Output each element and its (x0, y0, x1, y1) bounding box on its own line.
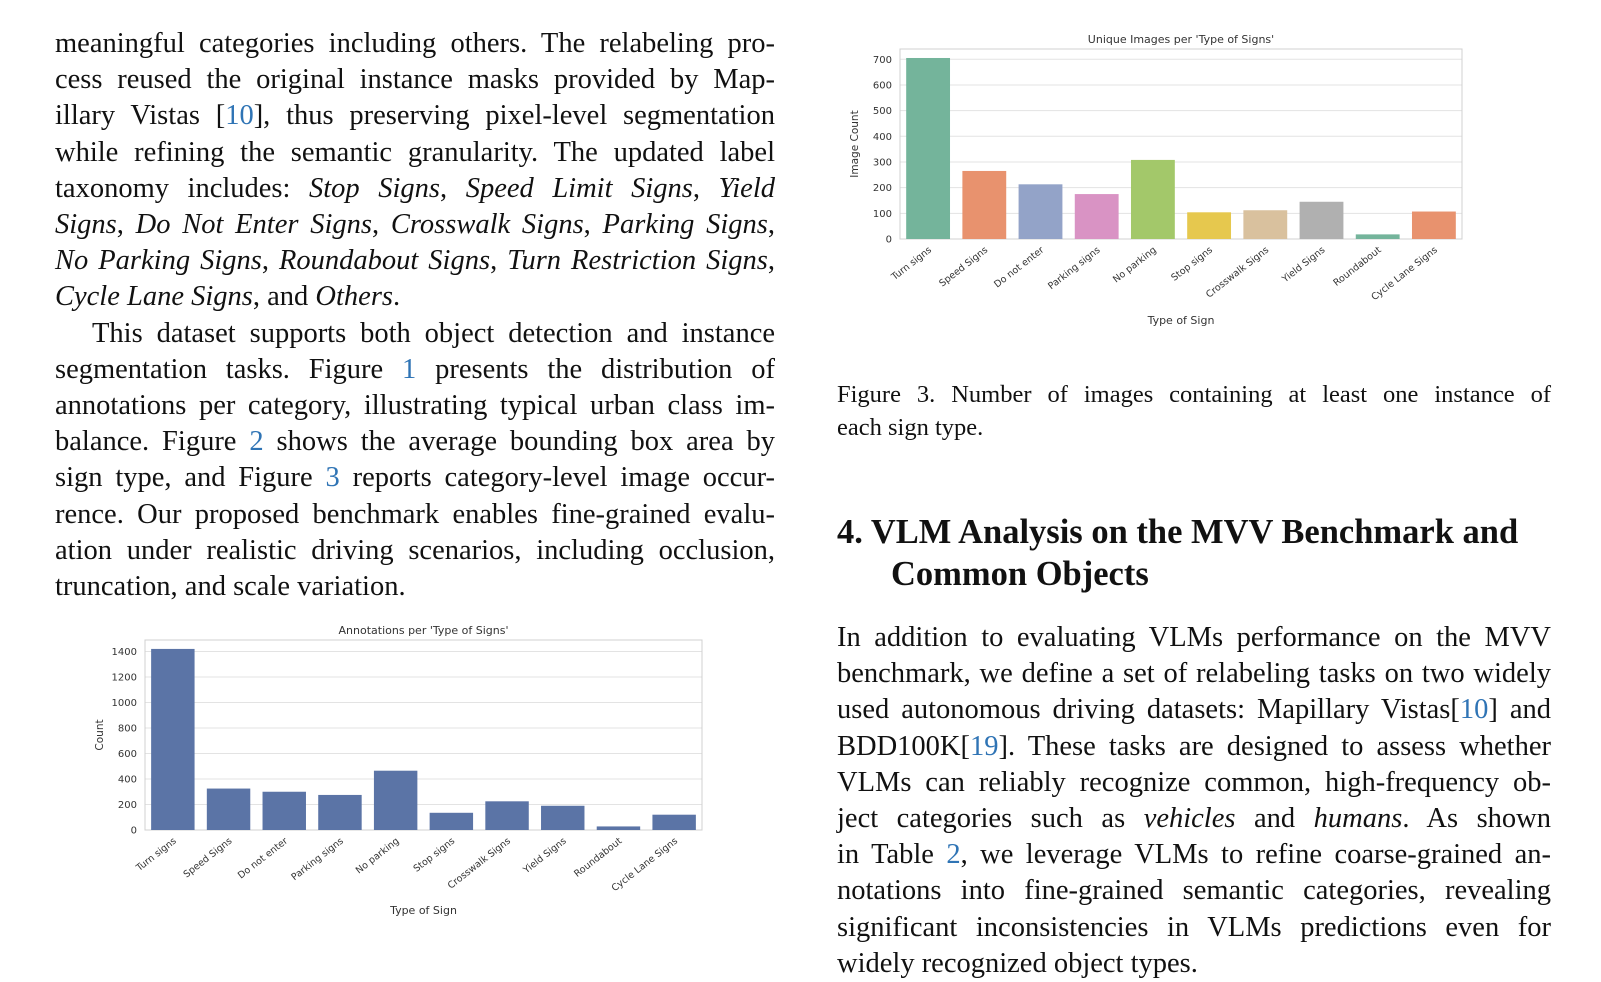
text-line: VLMs can reliably recognize common, high-frequency ob- (837, 766, 1551, 798)
text-line: truncation, and scale variation. (55, 571, 406, 603)
x-axis-label: Type of Sign (390, 904, 457, 917)
text-run: , we leverage VLMs to refine coarse-grained an- (960, 839, 1551, 871)
bar (906, 58, 950, 239)
text-run: illary Vistas [ (55, 100, 226, 132)
y-tick-label: 100 (872, 208, 892, 220)
text-run: reports category-level image occur- (339, 462, 775, 494)
x-axis-label: Type of Sign (1147, 314, 1215, 327)
y-tick-label: 600 (117, 748, 137, 760)
x-tick-label: Crosswalk Signs (445, 835, 513, 892)
paragraph-dataset (55, 316, 775, 606)
x-tick-label: Yield Signs (1280, 244, 1328, 285)
category-name: Turn Restriction Signs (507, 245, 768, 277)
text-run: , (692, 172, 719, 204)
text-line (837, 729, 1551, 765)
caption-line: Figure 3. Number of images containing at least one instance of (837, 381, 1551, 408)
chart-title: Annotations per 'Type of Signs' (338, 624, 509, 637)
text-run: , (767, 245, 775, 277)
text-line (55, 352, 775, 388)
bar (1243, 210, 1287, 239)
y-axis-label: Count (94, 719, 106, 751)
text-run: , (490, 245, 508, 277)
y-tick-label: 1400 (111, 646, 137, 658)
y-tick-label: 200 (872, 183, 892, 195)
bar (1075, 194, 1119, 239)
category-name: Parking Signs (602, 209, 768, 241)
bar (318, 795, 361, 830)
x-tick-label: No parking (353, 835, 402, 877)
bar (541, 806, 584, 830)
y-tick-label: 700 (872, 54, 892, 66)
text-run: , (767, 209, 775, 241)
text-line (55, 279, 775, 315)
text-run: , (371, 209, 391, 241)
category-name: Stop Signs (309, 172, 441, 204)
text-line: ation under realistic driving scenarios, including occlusion, (55, 534, 775, 566)
text-line (837, 801, 1551, 837)
text-run: BDD100K[ (837, 730, 970, 762)
text-line: meaningful categories including others. The relabeling pro- (55, 28, 775, 59)
x-tick-label: Turn signs (889, 244, 934, 283)
text-run: , (440, 172, 466, 204)
text-run: ] and (1488, 694, 1552, 726)
text-run: , (261, 245, 279, 277)
category-name: Signs (55, 209, 117, 241)
text-line: notations into fine-grained semantic categories, revealing (837, 875, 1551, 907)
text-run: and (1235, 803, 1314, 835)
x-tick-label: Stop signs (411, 835, 458, 875)
figure-link[interactable]: 1 (402, 353, 417, 385)
text-line (55, 243, 775, 279)
citation-link[interactable]: 19 (970, 730, 999, 762)
figure-link[interactable]: 2 (249, 426, 264, 458)
bar (263, 792, 306, 830)
text-line (55, 171, 775, 207)
y-tick-label: 400 (117, 774, 137, 786)
y-tick-label: 800 (117, 723, 137, 735)
figure-link[interactable]: 3 (325, 462, 340, 494)
text-line: widely recognized object types. (837, 947, 1198, 979)
x-tick-label: Speed Signs (937, 244, 991, 290)
y-tick-label: 1200 (111, 672, 137, 684)
category-name: Roundabout Signs (278, 245, 491, 277)
category-name: Crosswalk Signs (390, 209, 584, 241)
bar (597, 826, 640, 830)
x-tick-label: Do not enter (235, 835, 291, 882)
text-line (837, 837, 1551, 873)
x-tick-label: Roundabout (1331, 244, 1384, 289)
y-tick-label: 0 (885, 234, 892, 246)
bar (962, 171, 1006, 239)
text-line: This dataset supports both object detection and instance (92, 317, 775, 349)
category-name: Speed Limit Signs (465, 172, 693, 204)
category-name: Others (315, 281, 394, 313)
y-tick-label: 600 (872, 80, 892, 92)
text-run: . (393, 281, 401, 313)
x-tick-label: Cycle Lane Signs (1369, 244, 1440, 304)
text-line (55, 460, 775, 496)
caption-line: each sign type. (837, 414, 984, 441)
paragraph-taxonomy (55, 26, 775, 316)
text-run: presents the distribution of (416, 353, 775, 385)
text-run: , (116, 209, 136, 241)
text-run: ject categories such as (837, 803, 1144, 835)
heading-line: 4. VLM Analysis on the MVV Benchmark and (837, 513, 1519, 551)
category-name: Yield (718, 172, 775, 204)
text-line (55, 98, 775, 134)
paragraph-vlm-analysis (837, 620, 1551, 982)
category-name: No Parking Signs (55, 245, 262, 277)
y-tick-label: 500 (872, 106, 892, 118)
y-tick-label: 200 (117, 799, 137, 811)
text-run: used autonomous driving datasets: Mapillary Vistas[ (837, 694, 1460, 726)
text-run: ]. These tasks are designed to assess whether (998, 730, 1551, 762)
citation-link[interactable]: 10 (225, 100, 254, 132)
x-tick-label: Parking signs (1046, 244, 1103, 293)
bar (652, 815, 695, 830)
bar (1019, 184, 1063, 239)
text-run: balance. Figure (55, 426, 250, 458)
text-run: shows the average bounding box area by (263, 426, 775, 458)
x-tick-label: Yield Signs (521, 835, 569, 876)
x-tick-label: Do not enter (992, 244, 1047, 291)
text-line: while refining the semantic granularity. The updated label (55, 136, 775, 168)
text-run: in Table (837, 839, 947, 871)
bar (1131, 160, 1175, 239)
text-run: , (583, 209, 603, 241)
left-column (55, 26, 775, 605)
text-run: . As shown (1402, 803, 1551, 835)
x-tick-label: No parking (1111, 244, 1159, 286)
x-tick-label: Speed Signs (181, 835, 235, 881)
figure-caption (837, 378, 1551, 444)
bar (485, 801, 528, 830)
category-name: Do Not Enter Signs (135, 209, 372, 241)
text-line: rence. Our proposed benchmark enables fine-grained evalu- (55, 498, 775, 530)
y-tick-label: 0 (130, 825, 137, 837)
category-name: Cycle Lane Signs (55, 281, 253, 313)
heading-line: Common Objects (891, 555, 1149, 593)
y-tick-label: 1000 (111, 697, 137, 709)
x-tick-label: Crosswalk Signs (1204, 244, 1272, 301)
bar (151, 649, 194, 830)
x-tick-label: Roundabout (572, 835, 625, 880)
category-name: vehicles (1143, 803, 1236, 835)
citation-link[interactable]: 10 (1459, 694, 1489, 726)
x-tick-label: Parking signs (289, 835, 346, 884)
section-heading (837, 511, 1551, 595)
x-tick-label: Cycle Lane Signs (609, 835, 680, 895)
table-link[interactable]: 2 (946, 839, 961, 871)
bar (1300, 202, 1344, 239)
text-line: significant inconsistencies in VLMs predictions even for (837, 911, 1551, 943)
text-line: annotations per category, illustrating typical urban class im- (55, 390, 775, 422)
bar (1412, 212, 1456, 239)
text-line: In addition to evaluating VLMs performance on the MVV (837, 622, 1551, 653)
unique-images-bar-chart (849, 33, 1520, 345)
text-line (837, 692, 1551, 728)
y-tick-label: 400 (872, 131, 892, 143)
category-name: humans (1313, 803, 1403, 835)
text-run: segmentation tasks. Figure (55, 353, 403, 385)
bar (1356, 234, 1400, 239)
bar (374, 771, 417, 830)
text-run: ], thus preserving pixel-level segmentation (253, 100, 775, 132)
text-run: taxonomy includes: (55, 172, 310, 204)
bar (1187, 212, 1231, 239)
text-line: benchmark, we define a set of relabeling tasks on two widely (837, 658, 1551, 690)
annotations-bar-chart (94, 624, 735, 951)
chart-title: Unique Images per 'Type of Signs' (1087, 33, 1275, 46)
y-axis-label: Image Count (849, 110, 861, 178)
text-line (55, 424, 775, 460)
x-tick-label: Turn signs (134, 835, 179, 874)
text-run: sign type, and Figure (55, 462, 326, 494)
text-line (55, 207, 775, 243)
bar (430, 813, 473, 830)
bar (207, 789, 250, 830)
x-tick-label: Stop signs (1169, 244, 1215, 284)
y-tick-label: 300 (872, 157, 892, 169)
text-run: , and (252, 281, 316, 313)
text-line: cess reused the original instance masks provided by Map- (55, 64, 775, 96)
